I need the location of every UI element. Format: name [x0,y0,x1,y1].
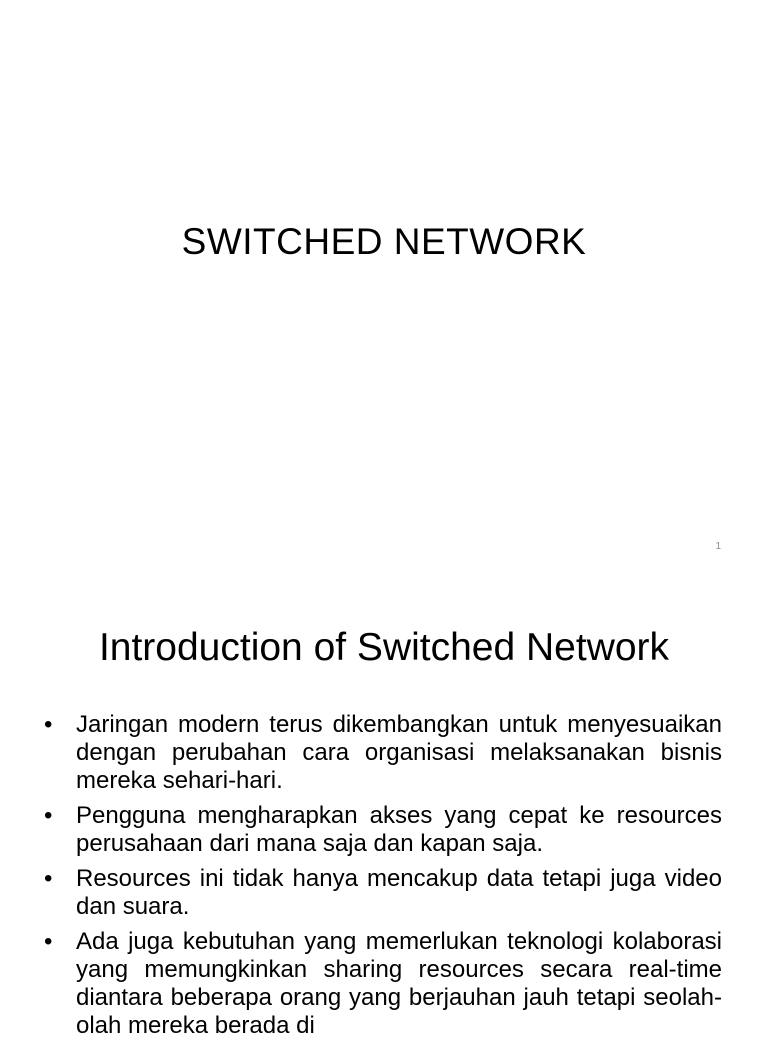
slide-title: SWITCHED NETWORK [181,221,587,262]
bullet-text: Pengguna mengharapkan akses yang cepat ke resources perusahaan dari mana saja dan kapan saja. [76,802,722,857]
bullet-text: Ada juga kebutuhan yang memerlukan teknologi kolaborasi yang memungkinkan sharing resources secara real-time diantara beberapa orang yang berjauhan jauh tetapi seolah-olah mereka berada di [76,928,722,1039]
bullet-icon: • [44,802,53,829]
bullet-text: Resources ini tidak hanya mencakup data tetapi juga video dan suara. [76,865,722,920]
bullet-item [44,928,722,1040]
bullet-item [44,711,722,795]
content-slide [0,576,768,1039]
bullet-list [44,711,722,1047]
bullet-icon: • [44,865,53,892]
bullet-icon: • [44,928,53,955]
bullet-item [44,802,722,858]
bullet-icon: • [44,711,53,738]
page-number: 1 [715,541,721,552]
slide-heading: Introduction of Switched Network [98,626,670,669]
bullet-text: Jaringan modern terus dikembangkan untuk menyesuaikan dengan perubahan cara organisasi melaksanakan bisnis mereka sehari-hari. [76,711,722,794]
bullet-item [44,865,722,921]
